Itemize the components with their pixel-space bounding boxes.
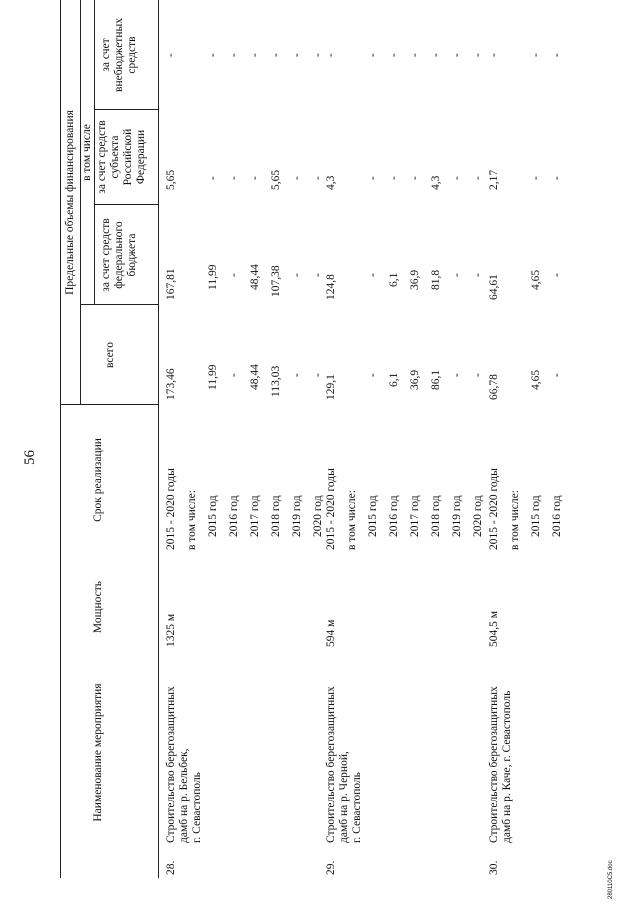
extra-cell: - <box>367 53 379 57</box>
federal-cell: - <box>291 273 303 277</box>
regional-cell: - <box>312 176 324 180</box>
extra-cell: - <box>430 53 442 57</box>
total-cell: 36,9 <box>409 369 421 390</box>
regional-cell: 5,65 <box>270 169 282 190</box>
total-cell: - <box>312 373 324 377</box>
regional-cell: - <box>207 176 219 180</box>
period-cell: 2020 год <box>472 495 484 537</box>
extra-cell: - <box>451 53 463 57</box>
federal-cell: - <box>551 273 563 277</box>
footer-filename: 280110C5.doc <box>608 860 614 899</box>
federal-cell: 167,81 <box>165 268 177 300</box>
regional-cell: 4,3 <box>325 175 337 190</box>
including-rule <box>94 0 95 305</box>
extra-cell: - <box>488 53 500 57</box>
row-name-line: Строительство берегозащитных <box>165 686 177 843</box>
row-capacity: 1325 м <box>165 613 177 647</box>
header-regional: за счет средств субъекта Российской Федерации <box>96 120 147 194</box>
regional-cell: 5,65 <box>165 169 177 190</box>
period-cell: 2018 год <box>270 495 282 537</box>
federal-cell: - <box>451 273 463 277</box>
page-number: 56 <box>22 450 38 465</box>
row-name-line: дамб на р. Черной, <box>338 751 350 843</box>
total-cell: 6,1 <box>388 372 400 387</box>
federal-cell: - <box>367 273 379 277</box>
regional-cell: - <box>249 176 261 180</box>
total-cell: 113,03 <box>270 365 282 397</box>
regional-cell: - <box>472 176 484 180</box>
total-cell: - <box>228 373 240 377</box>
period-cell: 2015 год <box>367 495 379 537</box>
extra-cell: - <box>409 53 421 57</box>
total-cell: 129,1 <box>325 374 337 400</box>
federal-cell: 6,1 <box>388 272 400 287</box>
extra-cell: - <box>228 53 240 57</box>
period-cell: 2015 - 2020 годы <box>488 468 500 550</box>
row-name-line: дамб на р. Каче, г. Севастополь <box>501 690 513 843</box>
federal-cell: - <box>312 273 324 277</box>
regional-cell: - <box>291 176 303 180</box>
header-extra: за счет внебюджетных средств <box>100 18 138 92</box>
period-cell: 2020 год <box>312 495 324 537</box>
extra-cell: - <box>325 53 337 57</box>
extra-cell: - <box>291 53 303 57</box>
federal-cell: 81,8 <box>430 269 442 290</box>
row-number: 30. <box>488 860 500 875</box>
header-capacity: Мощность <box>92 580 104 634</box>
federal-cell: 4,65 <box>530 269 542 290</box>
period-cell: в том числе: <box>509 490 521 550</box>
extra-cell: - <box>551 53 563 57</box>
header-funding-group: Предельные объемы финансирования <box>64 110 76 295</box>
extra-cell: - <box>388 53 400 57</box>
extra-cell: - <box>530 53 542 57</box>
row-capacity: 594 м <box>325 619 337 647</box>
regional-cell: - <box>530 176 542 180</box>
federal-cell: 36,9 <box>409 269 421 290</box>
total-cell: - <box>451 373 463 377</box>
extra-cell: - <box>312 53 324 57</box>
total-cell: - <box>551 373 563 377</box>
federal-cell: 64,61 <box>488 274 500 300</box>
header-federal: за счет средств федерального бюджета <box>100 218 138 292</box>
regional-cell: - <box>409 176 421 180</box>
period-cell: 2015 год <box>207 495 219 537</box>
row-capacity: 504,5 м <box>488 610 500 647</box>
extra-cell: - <box>270 53 282 57</box>
period-cell: 2015 год <box>530 495 542 537</box>
federal-cell: - <box>472 273 484 277</box>
total-cell: 173,46 <box>165 368 177 400</box>
period-cell: 2016 год <box>551 495 563 537</box>
regional-cell: - <box>451 176 463 180</box>
period-cell: 2017 год <box>409 495 421 537</box>
total-cell: 11,99 <box>207 364 219 390</box>
row-number: 28. <box>165 860 177 875</box>
total-cell: - <box>291 373 303 377</box>
header-total: всего <box>104 342 116 368</box>
period-cell: 2016 год <box>388 495 400 537</box>
regional-cell: - <box>388 176 400 180</box>
extra-cell: - <box>165 53 177 57</box>
total-cell: 86,1 <box>430 369 442 390</box>
total-cell: 4,65 <box>530 369 542 390</box>
row-name-line: Строительство берегозащитных <box>488 686 500 843</box>
period-cell: 2015 - 2020 годы <box>325 468 337 550</box>
extra-cell: - <box>472 53 484 57</box>
period-cell: в том числе: <box>186 490 198 550</box>
header-bottom-rule <box>158 0 159 878</box>
regional-cell: 4,3 <box>430 175 442 190</box>
federal-cell: 11,99 <box>207 264 219 290</box>
header-top-rule <box>60 0 61 878</box>
period-cell: 2016 год <box>228 495 240 537</box>
regional-cell: 2,17 <box>488 169 500 190</box>
row-name-line: г. Севастополь <box>351 772 363 843</box>
row-name-line: Строительство берегозащитных <box>325 686 337 843</box>
federal-cell: - <box>228 273 240 277</box>
header-period: Срок реализации <box>92 438 104 522</box>
period-cell: 2019 год <box>451 495 463 537</box>
regional-column-rule <box>94 204 158 205</box>
row-name-line: г. Севастополь <box>191 772 203 843</box>
period-cell: 2019 год <box>291 495 303 537</box>
extra-cell: - <box>207 53 219 57</box>
total-cell: - <box>367 373 379 377</box>
row-number: 29. <box>325 860 337 875</box>
period-cell: в том числе: <box>346 490 358 550</box>
federal-cell: 107,38 <box>270 265 282 297</box>
period-cell: 2015 - 2020 годы <box>165 468 177 550</box>
total-cell: 48,44 <box>249 364 261 390</box>
header-including: в том числе <box>81 124 93 181</box>
header-name: Наименование мероприятия <box>92 683 104 822</box>
regional-cell: - <box>228 176 240 180</box>
federal-cell: 48,44 <box>249 264 261 290</box>
extra-column-rule <box>94 109 158 110</box>
regional-cell: - <box>367 176 379 180</box>
period-cell: 2017 год <box>249 495 261 537</box>
row-name-line: дамб на р. Бельбек, <box>178 748 190 843</box>
regional-cell: - <box>551 176 563 180</box>
period-cell: 2018 год <box>430 495 442 537</box>
total-cell: - <box>472 373 484 377</box>
federal-cell: 124,8 <box>325 274 337 300</box>
extra-cell: - <box>249 53 261 57</box>
total-cell: 66,78 <box>488 374 500 400</box>
